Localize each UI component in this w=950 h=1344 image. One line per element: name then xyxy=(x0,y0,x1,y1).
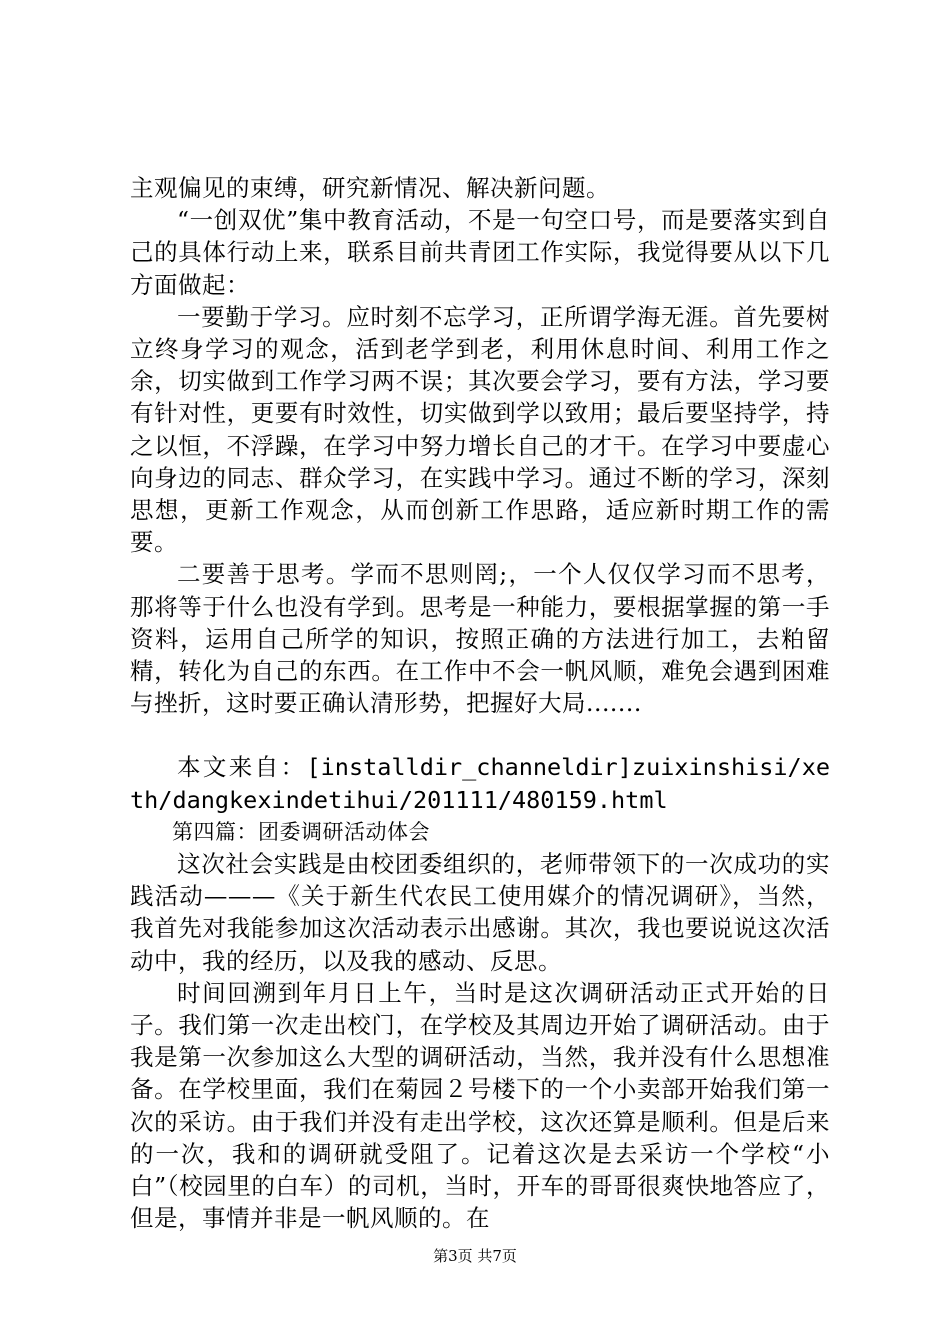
section-heading: 第四篇：团委调研活动体会 xyxy=(172,819,430,844)
paragraph: 二要善于思考。学而不思则罔;，一个人仅仅学习而不思考，那将等于什么也没有学到。思考是一种能力，要根据掌握的第一手资料，运用自己所学的知识，按照正确的方法进行加工，去粕留精，转化为自己的东西。在工作中不会一帆风顺，难免会遇到困难与挫折，这时要正确认清形势，把握好大局....... xyxy=(130,560,830,718)
source-line xyxy=(130,751,830,815)
document-body xyxy=(130,172,830,1235)
source-label: 本文来自： xyxy=(177,753,307,782)
source-url: [installdir_channeldir]zuixinshisi/xeth/dangkexindetihui/201111/480159.html xyxy=(130,753,830,814)
page-number: 第3页 共7页 xyxy=(433,1247,517,1265)
paragraph: 这次社会实践是由校团委组织的，老师带领下的一次成功的实践活动———《关于新生代农民工使用媒介的情况调研》，当然，我首先对我能参加这次活动表示出感谢。其次，我也要说说这次活动中，我的经历，以及我的感动、反思。 xyxy=(130,850,830,975)
paragraph: 时间回溯到年月日上午，当时是这次调研活动正式开始的日子。我们第一次走出校门，在学校及其周边开始了调研活动。由于我是第一次参加这么大型的调研活动，当然，我并没有什么思想准备。在学校里面，我们在菊园２号楼下的一个小卖部开始我们第一次的采访。由于我们并没有走出学校，这次还算是顺利。但是后来的一次，我和的调研就受阻了。记着这次是去采访一个学校“小白”（校园里的白车）的司机，当时，开车的哥哥很爽快地答应了，但是，事情并非是一帆风顺的。在 xyxy=(130,978,830,1233)
paragraph: 一要勤于学习。应时刻不忘学习，正所谓学海无涯。首先要树立终身学习的观念，活到老学到老，利用休息时间、利用工作之余，切实做到工作学习两不误；其次要会学习，要有方法，学习要有针对性，更要有时效性，切实做到学以致用；最后要坚持学，持之以恒，不浮躁，在学习中努力增长自己的才干。在学习中要虚心向身边的同志、群众学习，在实践中学习。通过不断的学习，深刻思想，更新工作观念，从而创新工作思路，适应新时期工作的需要。 xyxy=(130,302,830,557)
paragraph: “一创双优”集中教育活动，不是一句空口号，而是要落实到自己的具体行动上来，联系目前共青团工作实际，我觉得要从以下几方面做起： xyxy=(130,206,830,299)
paragraph: 主观偏见的束缚，研究新情况、解决新问题。 xyxy=(130,174,610,202)
